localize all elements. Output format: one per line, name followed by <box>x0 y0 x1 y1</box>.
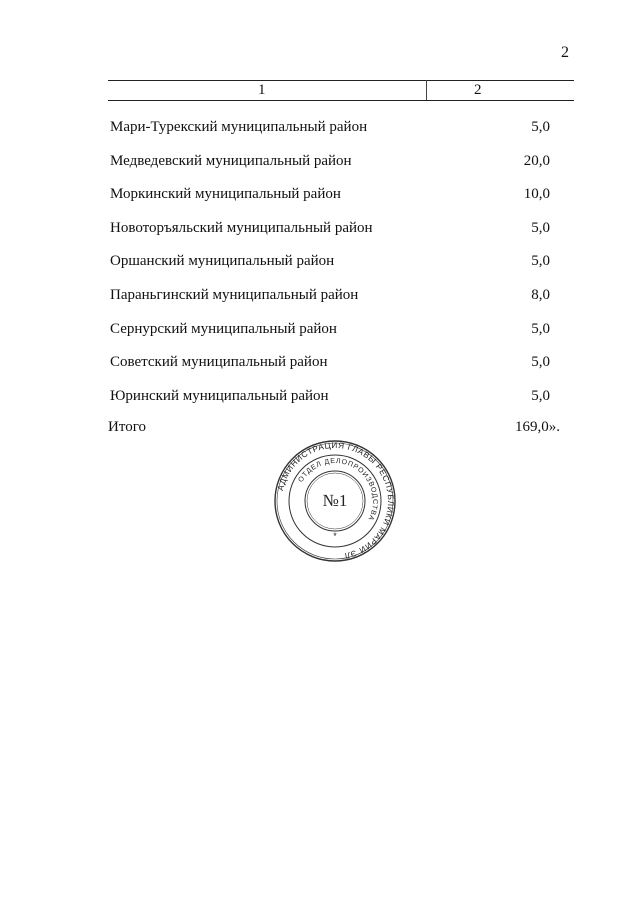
district-name: Юринский муниципальный район <box>110 387 329 404</box>
district-name: Параньгинский муниципальный район <box>110 286 359 303</box>
official-stamp <box>273 439 397 563</box>
stamp-center-number: №1 <box>322 491 348 510</box>
table-header <box>108 80 574 102</box>
table-body <box>110 119 550 421</box>
district-name: Сернурский муниципальный район <box>110 320 337 337</box>
district-name: Оршанский муниципальный район <box>110 253 335 270</box>
district-value: 5,0 <box>531 320 550 337</box>
table-row <box>110 287 550 321</box>
table-row <box>110 388 550 422</box>
table-row <box>110 354 550 388</box>
district-name: Советский муниципальный район <box>110 354 328 371</box>
table-row <box>110 220 550 254</box>
stamp-seal <box>273 439 397 563</box>
table-row <box>110 119 550 153</box>
header-column-2: 2 <box>474 82 482 98</box>
header-top-rule <box>108 80 574 81</box>
district-name: Новоторъяльский муниципальный район <box>110 219 373 236</box>
table-row <box>110 186 550 220</box>
district-value: 10,0 <box>523 186 550 203</box>
table-row <box>110 153 550 187</box>
total-row <box>108 419 560 439</box>
total-value: 169,0». <box>515 419 560 435</box>
district-value: 5,0 <box>531 253 550 270</box>
district-name: Мари-Турекский муниципальный район <box>110 119 368 135</box>
total-label: Итого <box>108 419 146 435</box>
district-value: 5,0 <box>531 219 550 236</box>
district-value: 5,0 <box>531 354 550 371</box>
district-value: 5,0 <box>531 387 550 404</box>
district-value: 20,0 <box>523 152 550 169</box>
district-value: 8,0 <box>531 286 550 303</box>
page-number: 2 <box>561 44 569 61</box>
table-row <box>110 253 550 287</box>
table-row <box>110 321 550 355</box>
header-column-1: 1 <box>258 82 266 98</box>
header-column-divider <box>426 80 427 101</box>
stamp-star: * <box>333 531 337 541</box>
header-bottom-rule <box>108 100 574 101</box>
district-name: Медведевский муниципальный район <box>110 152 352 169</box>
district-value: 5,0 <box>531 119 550 135</box>
stamp-outer-text: АДМИНИСТРАЦИЯ ГЛАВЫ РЕСПУБЛИКИ МАРИЙ ЭЛ <box>276 440 396 561</box>
district-name: Моркинский муниципальный район <box>110 186 341 203</box>
stamp-inner-text: ОТДЕЛ ДЕЛОПРОИЗВОДСТВА <box>297 457 379 522</box>
